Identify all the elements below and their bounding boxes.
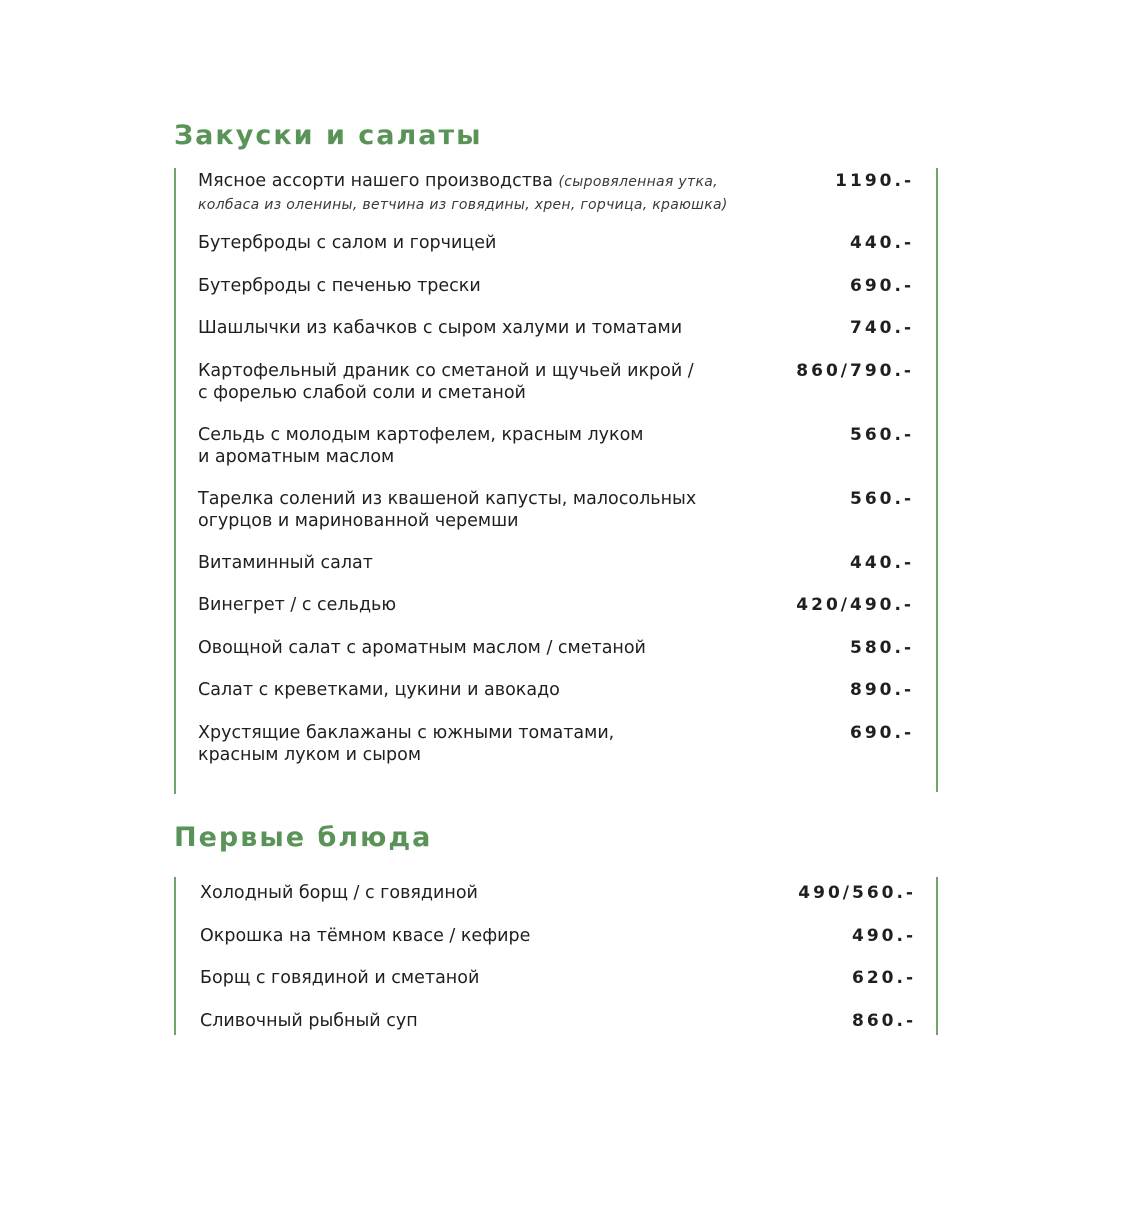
menu-item-price: 690.- <box>850 723 914 743</box>
vertical-divider-right <box>936 877 938 1035</box>
section-title-appetizers: Закуски и салаты <box>174 120 483 151</box>
menu-item-price: 440.- <box>850 233 914 253</box>
menu-item-name: Холодный борщ / с говядиной <box>200 883 478 903</box>
menu-item-name: Хрустящие баклажаны с южными томатами, красным луком и сыром <box>198 723 615 765</box>
menu-item-name: Салат с креветками, цукини и авокадо <box>198 680 560 700</box>
menu-block-appetizers <box>174 168 938 794</box>
menu-item-price: 1190.- <box>835 171 914 191</box>
menu-item-name: Мясное ассорти нашего производства <box>198 171 553 191</box>
menu-item-name: Шашлычки из кабачков с сыром халуми и томатами <box>198 318 683 338</box>
menu-item-name: Бутерброды с печенью трески <box>198 276 481 296</box>
menu-item-price: 860/790.- <box>796 361 914 381</box>
menu-item-price: 580.- <box>850 638 914 658</box>
menu-item-price: 420/490.- <box>796 595 914 615</box>
menu-block-soups <box>174 877 938 1035</box>
vertical-divider-right <box>936 168 938 792</box>
section-title-soups: Первые блюда <box>174 822 433 853</box>
vertical-divider-left <box>174 168 176 794</box>
menu-item-price: 890.- <box>850 680 914 700</box>
menu-item-price: 490.- <box>852 926 916 946</box>
menu-item-price: 560.- <box>850 489 914 509</box>
menu-item-note: (сыровяленная утка, колбаса из оленины, ветчина из говядины, хрен, горчица, краюшка) <box>198 174 728 213</box>
menu-item-price: 620.- <box>852 968 916 988</box>
menu-item-price: 440.- <box>850 553 914 573</box>
menu-item-name: Картофельный драник со сметаной и щучьей икрой / с форелью слабой соли и сметаной <box>198 361 694 403</box>
menu-item-price: 490/560.- <box>798 883 916 903</box>
menu-item-price: 740.- <box>850 318 914 338</box>
menu-item-name: Сельдь с молодым картофелем, красным луком и ароматным маслом <box>198 425 644 467</box>
menu-item-name: Борщ с говядиной и сметаной <box>200 968 480 988</box>
menu-item-name: Окрошка на тёмном квасе / кефире <box>200 926 531 946</box>
vertical-divider-left <box>174 877 176 1035</box>
menu-item-price: 860.- <box>852 1011 916 1031</box>
menu-item-price: 690.- <box>850 276 914 296</box>
menu-item-name: Сливочный рыбный суп <box>200 1011 418 1031</box>
menu-item-name: Тарелка солений из квашеной капусты, малосольных огурцов и маринованной черемши <box>198 489 697 531</box>
menu-item-name: Витаминный салат <box>198 553 373 573</box>
menu-item-price: 560.- <box>850 425 914 445</box>
menu-item-name: Бутерброды с салом и горчицей <box>198 233 497 253</box>
menu-item-name: Овощной салат с ароматным маслом / сметаной <box>198 638 646 658</box>
menu-item-name: Винегрет / с сельдью <box>198 595 397 615</box>
